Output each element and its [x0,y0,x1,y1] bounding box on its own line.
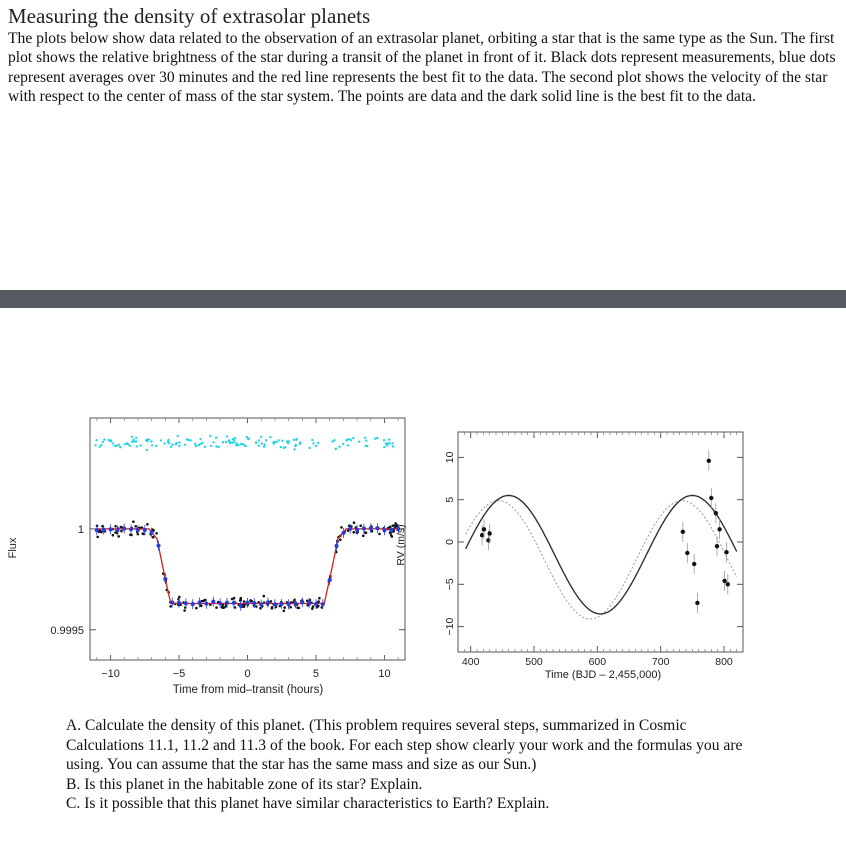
rv-points [480,451,730,613]
residual-point [278,439,280,441]
rv-point [685,551,689,555]
residual-point [258,445,260,447]
residual-point [364,437,366,439]
average-point [177,601,181,605]
residual-point [273,442,275,444]
average-point [341,531,345,535]
x-tick-label: 0 [244,668,251,680]
residual-point [222,441,224,443]
rv-point [722,579,726,583]
transit-plot [7,418,405,696]
rv-point [709,496,713,500]
measurement-point [339,539,342,542]
transit-averages [95,523,401,611]
page-heading: Measuring the density of extrasolar planets [8,4,371,28]
measurement-point [120,526,123,529]
measurement-point [146,523,149,526]
measurement-point [112,534,115,537]
residual-point [184,444,186,446]
question-b: B. Is this planet in the habitable zone of its star? Explain. [66,775,423,793]
residual-point [199,438,201,440]
residual-point [342,443,344,445]
residual-point [295,444,297,446]
residual-point [350,439,352,441]
average-point [150,531,154,535]
average-point [170,600,174,604]
measurement-point [318,597,321,600]
measurement-point [283,610,286,613]
measurement-point [353,521,356,524]
measurement-point [296,606,299,609]
residual-point [309,447,311,449]
average-point [232,601,236,605]
residual-point [263,446,265,448]
residual-point [194,443,196,445]
average-point [328,578,332,582]
residual-point [311,439,313,441]
residual-point [245,445,247,447]
residual-point [280,446,282,448]
rv-x-tick-label: 800 [715,656,733,668]
residual-point [374,438,376,440]
questions [66,716,766,814]
x-tick-label: 10 [378,668,391,680]
rv-y-tick-label: 0 [444,539,456,545]
measurement-point [378,533,381,536]
residual-point [217,446,219,448]
residual-point [347,444,349,446]
residual-point [240,443,242,445]
residual-point [383,446,385,448]
residual-point [335,448,337,450]
residual-point [170,446,172,448]
residual-point [231,442,233,444]
average-point [245,601,249,605]
rv-y-tick-label: 5 [444,496,456,503]
residual-point [160,439,162,441]
rv-x-label: Time (BJD – 2,455,000) [544,669,662,681]
residual-point [383,439,385,441]
rv-point [715,544,719,548]
residual-point [364,445,366,447]
residual-point [392,445,394,447]
transit-y-ticks [50,524,405,637]
measurement-point [183,609,186,612]
average-point [266,600,270,604]
residual-point [338,446,340,448]
transit-plot-frame [90,418,405,660]
average-point [293,601,297,605]
average-point [389,528,393,532]
average-point [163,577,167,581]
residual-point [150,440,152,442]
average-point [321,602,325,606]
transit-y-label: Flux [7,537,19,559]
residual-point [312,442,314,444]
measurement-point [195,607,198,610]
residual-point [265,439,267,441]
residual-point [139,444,141,446]
measurement-point [362,534,365,537]
residual-point [389,442,391,444]
residual-point [151,444,153,446]
residual-point [210,445,212,447]
average-point [198,600,202,604]
residual-point [246,436,248,438]
residual-point [178,441,180,443]
residual-point [283,447,285,449]
measurement-point [340,526,343,529]
measurement-point [255,605,258,608]
residual-point [110,440,112,442]
x-tick-label: −5 [172,668,186,680]
rv-point [482,527,486,531]
measurement-point [222,606,225,609]
x-tick-label: −10 [101,668,120,680]
y-tick-label: 1 [77,523,84,536]
rv-x-tick-label: 400 [461,656,480,668]
rv-fit-curve [466,496,737,614]
measurement-point [271,607,274,610]
average-point [143,528,147,532]
average-point [211,600,215,604]
residual-point [229,442,231,444]
residual-point [232,438,234,440]
question-a: A. Calculate the density of this planet. (This problem requires several steps, summarized in Cosmic Calculations 11.1, 11.2 and 11.3 of the book. For each step show clearly your work and the formulas you are using. You can assume that the star has the same mass and size as our Sun.) [66,717,743,773]
transit-x-ticks [97,418,398,680]
rv-x-tick-label: 600 [588,656,607,668]
measurement-point [283,606,286,609]
residual-point [293,448,295,450]
measurement-point [117,535,120,538]
average-point [122,527,126,531]
residual-point [175,442,177,444]
residual-point [215,437,217,439]
measurement-point [120,530,123,533]
average-point [129,527,133,531]
rv-point [726,582,730,586]
intro-paragraph: The plots below show data related to the observation of an extrasolar planet, orbiting a star that is the same type as the Sun. The first plot shows the relative brightness of the star during a transit of the planet in front of it. Black dots represent measurements, blue dots represent averages over 30 minutes and the red line represents the best fit to the data. The second plot shows the velocity of the star with respect to the center of mass of the star system. The points are data and the dark solid line is the best fit to the data. [8,30,836,106]
rv-point [707,459,711,463]
residual-point [94,444,96,446]
measurement-point [243,600,246,603]
average-point [355,528,359,532]
rv-y-label: RV (m/s) [395,524,407,566]
residual-point [168,442,170,444]
residual-point [255,442,257,444]
residual-point [215,445,217,447]
residual-point [198,444,200,446]
rv-point [692,562,696,566]
rv-y-tick-label: −10 [444,617,456,636]
residual-point [189,439,191,441]
average-point [273,602,277,606]
residual-point [317,442,319,444]
residual-point [226,435,228,437]
residual-point [296,438,298,440]
measurement-point [359,524,362,527]
residual-point [136,445,138,447]
measurement-point [96,536,99,539]
measurement-point [134,525,137,528]
measurement-point [155,532,158,535]
rv-y-tick-label: −5 [444,578,456,591]
residual-point [275,441,277,443]
residual-point [119,446,121,448]
residual-point [100,444,102,446]
residual-point [146,438,148,440]
residual-point [225,441,227,443]
measurement-point [202,600,205,603]
rv-plot-frame [458,432,743,652]
residual-point [129,445,131,447]
residual-point [195,445,197,447]
rv-y-tick-label: 10 [444,451,456,464]
rv-y-ticks [444,451,743,635]
residual-point [107,439,109,441]
rv-point [695,601,699,605]
fit-line [96,529,400,604]
measurement-point [289,606,292,609]
residual-point [131,436,133,438]
measurement-point [353,531,356,534]
measurement-point [132,520,135,523]
residual-point [204,446,206,448]
residual-point [260,436,262,438]
measurement-point [169,605,172,608]
measurement-point [240,597,243,600]
measurement-point [177,598,180,601]
residual-point [293,439,295,441]
residual-point [299,441,301,443]
residual-point [146,449,148,451]
average-point [204,602,208,606]
residual-point [95,439,97,441]
measurement-point [365,531,368,534]
average-point [136,528,140,532]
residual-point [178,445,180,447]
y-tick-label: 0.9995 [50,624,84,637]
average-point [218,601,222,605]
rv-x-tick-label: 700 [651,656,670,668]
residual-point [346,438,348,440]
average-point [184,601,188,605]
measurement-point [250,600,253,603]
residual-point [124,443,126,445]
rv-point [724,550,728,554]
average-point [376,526,380,530]
average-point [382,528,386,532]
residual-point [177,435,179,437]
residual-point [163,442,165,444]
residual-point [261,442,263,444]
rv-fit-curves [466,496,737,620]
average-point [369,526,373,530]
measurement-point [243,605,246,608]
question-c: C. Is it possible that this planet have similar characteristics to Earth? Explain. [66,795,550,812]
average-point [259,602,263,606]
average-point [334,544,338,548]
residual-point [365,440,367,442]
residual-point [112,442,114,444]
residual-point [333,439,335,441]
residual-point [269,436,271,438]
average-point [156,544,160,548]
residual-point [281,440,283,442]
residual-point [167,439,169,441]
rv-x-tick-label: 500 [525,656,543,668]
residual-point [186,438,188,440]
average-point [102,528,106,532]
residual-point [171,444,173,446]
residual-point [103,438,105,440]
residual-point [212,441,214,443]
residual-point [288,440,290,442]
measurement-point [231,598,234,601]
rv-point [714,511,718,515]
rv-point [488,531,492,535]
residual-point [209,435,211,437]
residual-point [391,442,393,444]
average-point [362,526,366,530]
average-point [108,527,112,531]
residual-point [358,441,360,443]
residual-point [315,445,317,447]
residual-point [234,437,236,439]
residual-point [242,443,244,445]
residual-point [237,444,239,446]
residual-point [264,443,266,445]
average-point [314,602,318,606]
average-point [280,602,284,606]
measurement-point [114,525,117,528]
average-point [300,600,304,604]
average-point [225,601,229,605]
rv-x-ticks [462,432,737,668]
measurement-point [152,536,155,539]
rv-plot [395,432,743,681]
measurement-point [215,606,218,609]
average-point [115,528,119,532]
average-point [348,527,352,531]
x-tick-label: 5 [312,668,320,680]
residual-point [98,446,100,448]
average-point [191,602,195,606]
measurement-point [311,607,314,610]
residual-point [102,441,104,443]
measurement-point [263,595,266,598]
transit-fit [96,529,400,604]
residual-point [116,445,118,447]
average-point [252,601,256,605]
transit-x-label: Time from mid–transit (hours) [172,684,324,696]
residual-point [258,439,260,441]
average-point [287,602,291,606]
rv-point [681,530,685,534]
residual-point [388,438,390,440]
residual-point [135,437,137,439]
transit-residuals [94,435,394,451]
residual-point [352,437,354,439]
residual-point [155,445,157,447]
average-point [307,601,311,605]
rv-point [717,527,721,531]
residual-point [248,438,250,440]
average-point [239,604,243,608]
residual-point [135,440,137,442]
